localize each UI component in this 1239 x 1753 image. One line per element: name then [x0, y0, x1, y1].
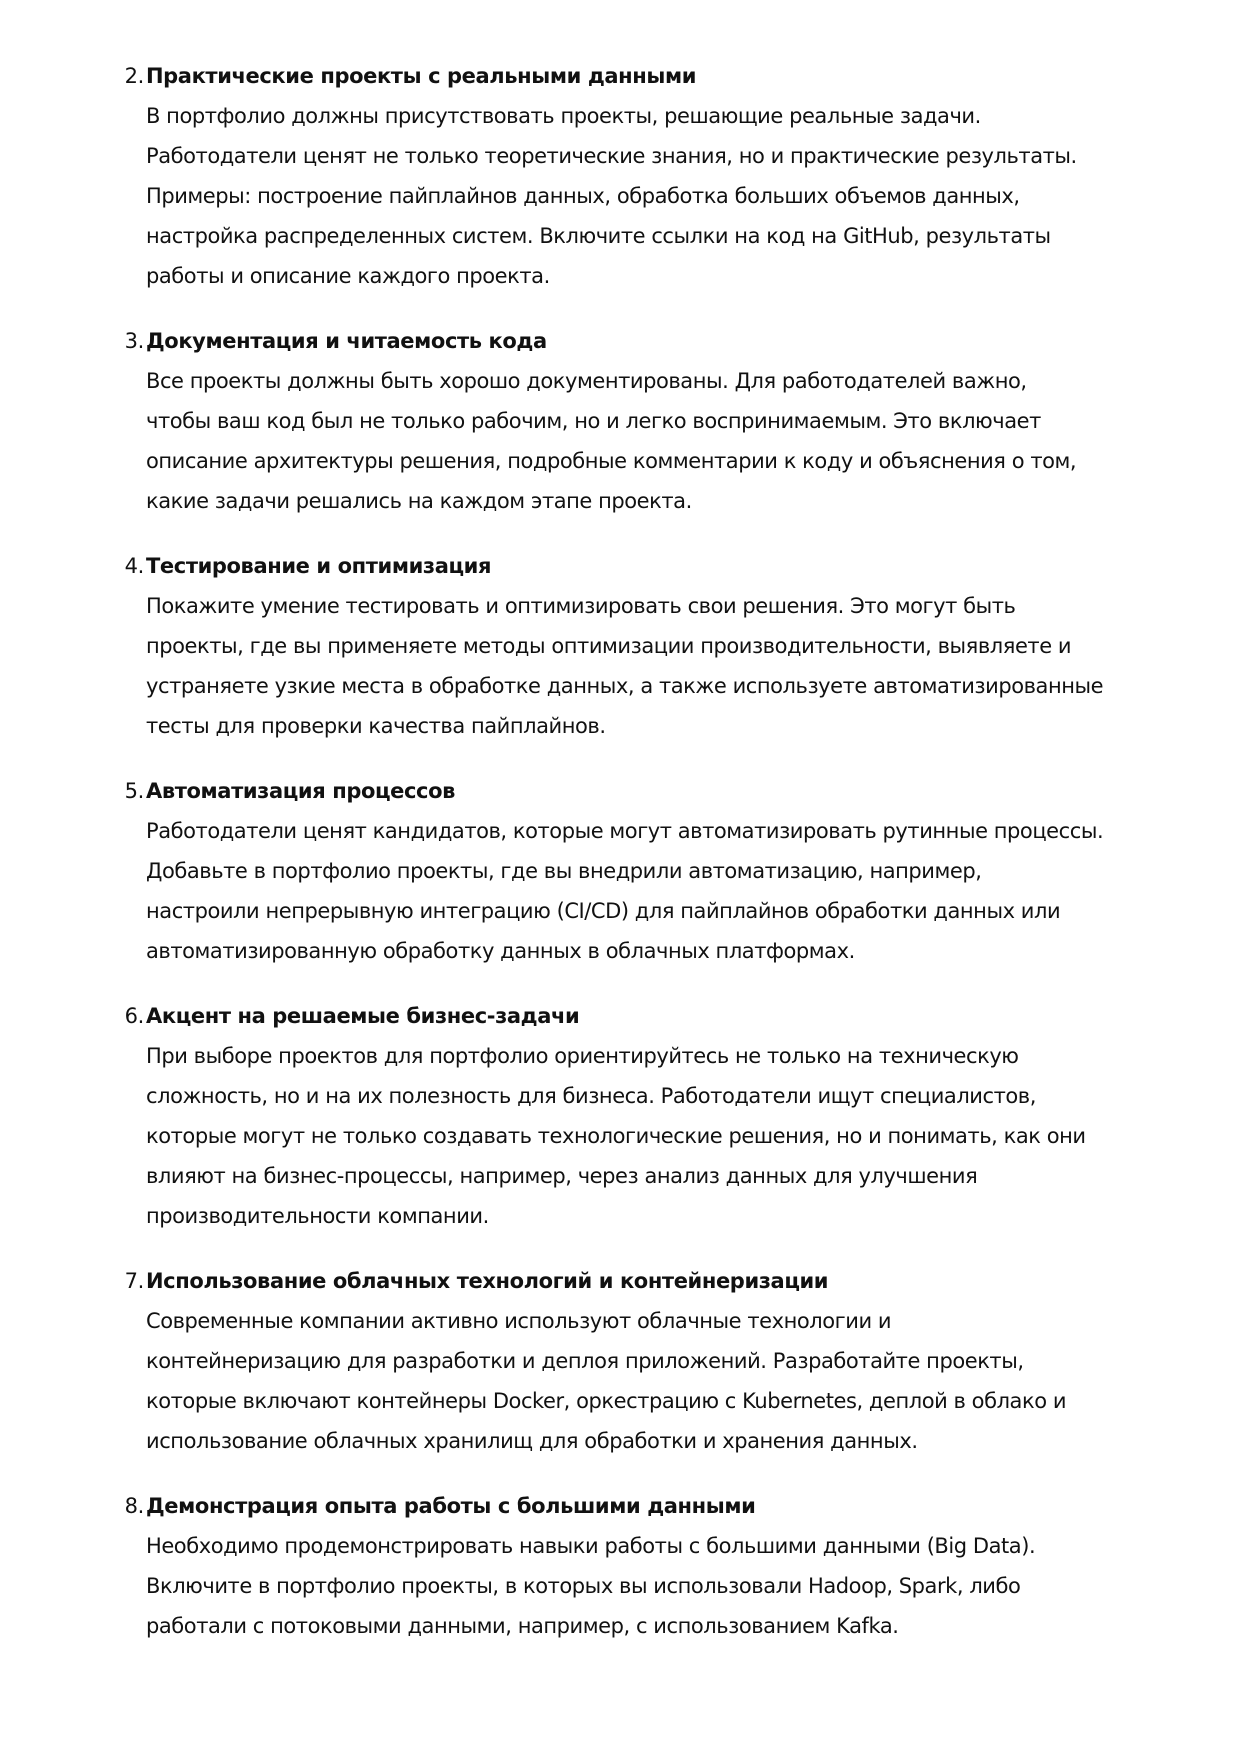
- list-item-number: 5.: [124, 779, 144, 803]
- body-line: тесты для проверки качества пайплайнов.: [146, 714, 606, 738]
- list-item-body: [146, 1526, 1146, 1646]
- body-line: которые могут не только создавать технологические решения, но и понимать, как они: [146, 1124, 1086, 1148]
- list-item: [0, 996, 1239, 1236]
- body-line: При выборе проектов для портфолио ориентируйтесь не только на техническую: [146, 1044, 1019, 1068]
- body-line: Работодатели ценят кандидатов, которые могут автоматизировать рутинные процессы.: [146, 819, 1104, 843]
- list-item-title: Использование облачных технологий и контейнеризации: [146, 1269, 829, 1293]
- body-line: Примеры: построение пайплайнов данных, обработка больших объемов данных,: [146, 184, 1020, 208]
- body-line: настройка распределенных систем. Включите ссылки на код на GitHub, результаты: [146, 224, 1051, 248]
- body-line: которые включают контейнеры Docker, оркестрацию с Kubernetes, деплой в облако и: [146, 1389, 1067, 1413]
- list-item: [0, 771, 1239, 971]
- list-item: [0, 1261, 1239, 1461]
- body-line: работы и описание каждого проекта.: [146, 264, 550, 288]
- list-item-body: [146, 1301, 1146, 1461]
- list-item-number: 6.: [124, 1004, 144, 1028]
- list-item-title: Документация и читаемость кода: [146, 329, 547, 353]
- body-line: Включите в портфолио проекты, в которых вы использовали Hadoop, Spark, либо: [146, 1574, 1021, 1598]
- body-line: Добавьте в портфолио проекты, где вы внедрили автоматизацию, например,: [146, 859, 982, 883]
- body-line: производительности компании.: [146, 1204, 489, 1228]
- list-item-number: 4.: [124, 554, 144, 578]
- body-line: Работодатели ценят не только теоретические знания, но и практические результаты.: [146, 144, 1077, 168]
- body-line: Современные компании активно используют облачные технологии и: [146, 1309, 892, 1333]
- body-line: сложность, но и на их полезность для бизнеса. Работодатели ищут специалистов,: [146, 1084, 1036, 1108]
- list-item-body: [146, 1036, 1146, 1236]
- list-item-body: [146, 811, 1146, 971]
- body-line: Все проекты должны быть хорошо документированы. Для работодателей важно,: [146, 369, 1027, 393]
- body-line: какие задачи решались на каждом этапе проекта.: [146, 489, 692, 513]
- list-item-body: [146, 96, 1146, 296]
- list-item: [0, 1486, 1239, 1646]
- list-item-title: Автоматизация процессов: [146, 779, 455, 803]
- body-line: влияют на бизнес-процессы, например, через анализ данных для улучшения: [146, 1164, 978, 1188]
- body-line: автоматизированную обработку данных в облачных платформах.: [146, 939, 855, 963]
- list-item-number: 7.: [124, 1269, 144, 1293]
- list-item-title: Демонстрация опыта работы с большими данными: [146, 1494, 756, 1518]
- list-item-body: [146, 361, 1146, 521]
- list-item-title: Акцент на решаемые бизнес-задачи: [146, 1004, 580, 1028]
- body-line: описание архитектуры решения, подробные комментарии к коду и объяснения о том,: [146, 449, 1077, 473]
- body-line: Покажите умение тестировать и оптимизировать свои решения. Это могут быть: [146, 594, 1016, 618]
- list-item-body: [146, 586, 1146, 746]
- body-line: проекты, где вы применяете методы оптимизации производительности, выявляете и: [146, 634, 1072, 658]
- body-line: контейнеризацию для разработки и деплоя приложений. Разработайте проекты,: [146, 1349, 1024, 1373]
- body-line: использование облачных хранилищ для обработки и хранения данных.: [146, 1429, 918, 1453]
- body-line: работали с потоковыми данными, например, с использованием Kafka.: [146, 1614, 899, 1638]
- body-line: устраняете узкие места в обработке данных, а также используете автоматизированные: [146, 674, 1104, 698]
- body-line: чтобы ваш код был не только рабочим, но и легко воспринимаемым. Это включает: [146, 409, 1041, 433]
- list-item-title: Тестирование и оптимизация: [146, 554, 492, 578]
- document-page: [0, 56, 1239, 1671]
- list-item: [0, 546, 1239, 746]
- body-line: В портфолио должны присутствовать проекты, решающие реальные задачи.: [146, 104, 981, 128]
- body-line: Необходимо продемонстрировать навыки работы с большими данными (Big Data).: [146, 1534, 1036, 1558]
- list-item-number: 8.: [124, 1494, 144, 1518]
- list-item-title: Практические проекты с реальными данными: [146, 64, 697, 88]
- list-item-number: 2.: [124, 64, 144, 88]
- list-item: [0, 56, 1239, 296]
- list-item: [0, 321, 1239, 521]
- list-item-number: 3.: [124, 329, 144, 353]
- body-line: настроили непрерывную интеграцию (CI/CD) для пайплайнов обработки данных или: [146, 899, 1061, 923]
